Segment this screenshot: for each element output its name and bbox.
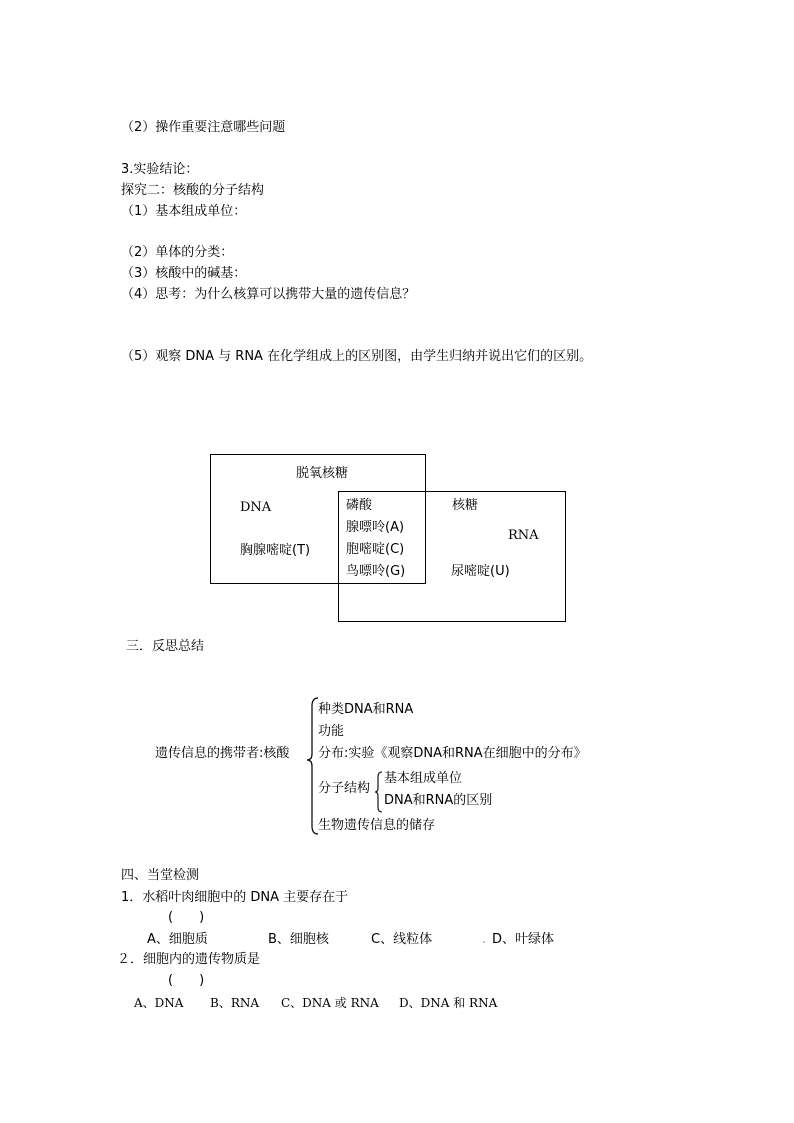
item-basic-unit: （1）基本组成单位： (121, 204, 247, 219)
q2-option-d: D、DNA 和 RNA (399, 996, 498, 1010)
brace-structure (374, 770, 384, 814)
mindmap-branch-distribution: 分布:实验《观察DNA和RNA在细胞中的分布》 (318, 746, 587, 761)
q2-option-c: C、DNA 或 RNA (281, 996, 379, 1010)
item-think: （4）思考：为什么核算可以携带大量的遗传信息？ (121, 287, 416, 302)
venn-dna-sugar: 脱氧核糖 (296, 466, 349, 481)
item-bases: （3）核酸中的碱基： (121, 266, 247, 281)
q1-dot-mark: . (482, 932, 487, 947)
venn-rna-sugar: 核糖 (452, 498, 479, 513)
mindmap-sub-difference: DNA和RNA的区别 (384, 793, 493, 808)
venn-common-phosphate: 磷酸 (346, 498, 373, 513)
mindmap-root: 遗传信息的携带者:核酸 (155, 746, 290, 761)
item-observe: （5）观察 DNA 与 RNA 在化学组成上的区别图，由学生归纳并说出它们的区别。 (121, 349, 593, 364)
mindmap-branch-types: 种类DNA和RNA (318, 702, 414, 717)
q1-option-d: D、叶绿体 (492, 932, 555, 947)
q1-answer-blank: ( ) (168, 910, 205, 925)
q2-option-b: B、RNA (210, 996, 260, 1010)
section4-title: 四、当堂检测 (121, 868, 200, 883)
explore2-title: 探究二：核酸的分子结构 (121, 183, 265, 198)
question-operation-notes: （2）操作重要注意哪些问题 (121, 120, 286, 135)
venn-dna-base: 胸腺嘧啶(T) (240, 543, 311, 558)
venn-dna-label: DNA (240, 500, 272, 515)
venn-common-a: 腺嘌呤(A) (346, 520, 405, 535)
q1-text: 1．水稻叶肉细胞中的 DNA 主要存在于 (121, 890, 349, 905)
section3-title: 三．反思总结 (126, 639, 205, 654)
venn-rna-base: 尿嘧啶(U) (451, 564, 510, 579)
q2-answer-blank: ( ) (168, 973, 205, 988)
mindmap-sub-basic-unit: 基本组成单位 (384, 771, 463, 786)
venn-common-g: 鸟嘌呤(G) (346, 564, 406, 579)
mindmap-branch-storage: 生物遗传信息的储存 (318, 818, 436, 833)
q1-option-c: C、线粒体 (371, 932, 433, 947)
mindmap-branch-structure: 分子结构 (318, 781, 371, 796)
q1-option-b: B、细胞核 (268, 932, 329, 947)
venn-rna-label: RNA (508, 528, 539, 543)
experiment-conclusion-label: 3.实验结论： (121, 162, 199, 177)
q1-option-a: A、细胞质 (147, 932, 208, 947)
mindmap-branch-function: 功能 (318, 724, 345, 739)
venn-common-c: 胞嘧啶(C) (346, 542, 405, 557)
item-monomer-class: （2）单体的分类： (121, 245, 234, 260)
q2-option-a: A、DNA (134, 996, 184, 1010)
q2-text: ２．细胞内的遗传物质是 (117, 952, 261, 967)
